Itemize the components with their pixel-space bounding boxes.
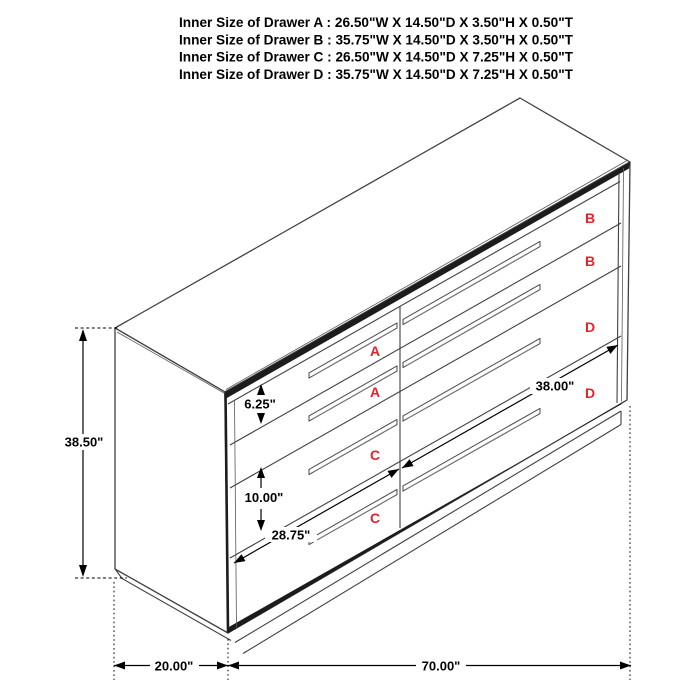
drawer-size-table — [179, 14, 573, 82]
height-arrow-down-icon — [79, 565, 87, 577]
height-dimension-label: 38.50" — [64, 434, 104, 450]
drawer-c-height-label: 10.00" — [244, 490, 284, 505]
drawer-label-a2: A — [369, 384, 381, 400]
left-width-dimension-label: 28.75" — [271, 527, 311, 543]
width-arrow-left-icon — [228, 662, 239, 670]
drawer-label-c1: C — [369, 447, 381, 463]
right-width-dimension-label: 38.00" — [535, 378, 575, 394]
width-dimension-label: 70.00" — [421, 658, 461, 674]
drawer-label-c2: C — [369, 510, 381, 526]
drawer-a-size-text: Inner Size of Drawer A : 26.50"W X 14.50"D X 3.50"H X 0.50"T — [179, 14, 574, 30]
drawer-b-size-text: Inner Size of Drawer B : 35.75"W X 14.50"D X 3.50"H X 0.50"T — [179, 31, 574, 48]
dresser-drawing — [115, 98, 630, 654]
depth-arrow-left-icon — [114, 662, 125, 670]
drawer-label-d2: D — [584, 385, 596, 401]
drawer-c-size-text: Inner Size of Drawer C : 26.50"W X 14.50"D X 7.25"H X 0.50"T — [179, 48, 574, 65]
drawer-label-b2: B — [584, 253, 596, 269]
height-arrow-up-icon — [79, 329, 87, 341]
drawer-label-d1: D — [584, 319, 596, 335]
width-arrow-right-icon — [620, 662, 631, 670]
depth-arrow-right-icon — [217, 662, 228, 670]
drawer-label-a1: A — [369, 343, 381, 359]
drawer-d-size-text: Inner Size of Drawer D : 35.75"W X 14.50"D X 7.25"H X 0.50"T — [179, 66, 574, 82]
depth-dimension-label: 20.00" — [154, 658, 194, 674]
drawer-label-b1: B — [584, 210, 596, 226]
drawer-a-height-label: 6.25" — [244, 396, 276, 412]
